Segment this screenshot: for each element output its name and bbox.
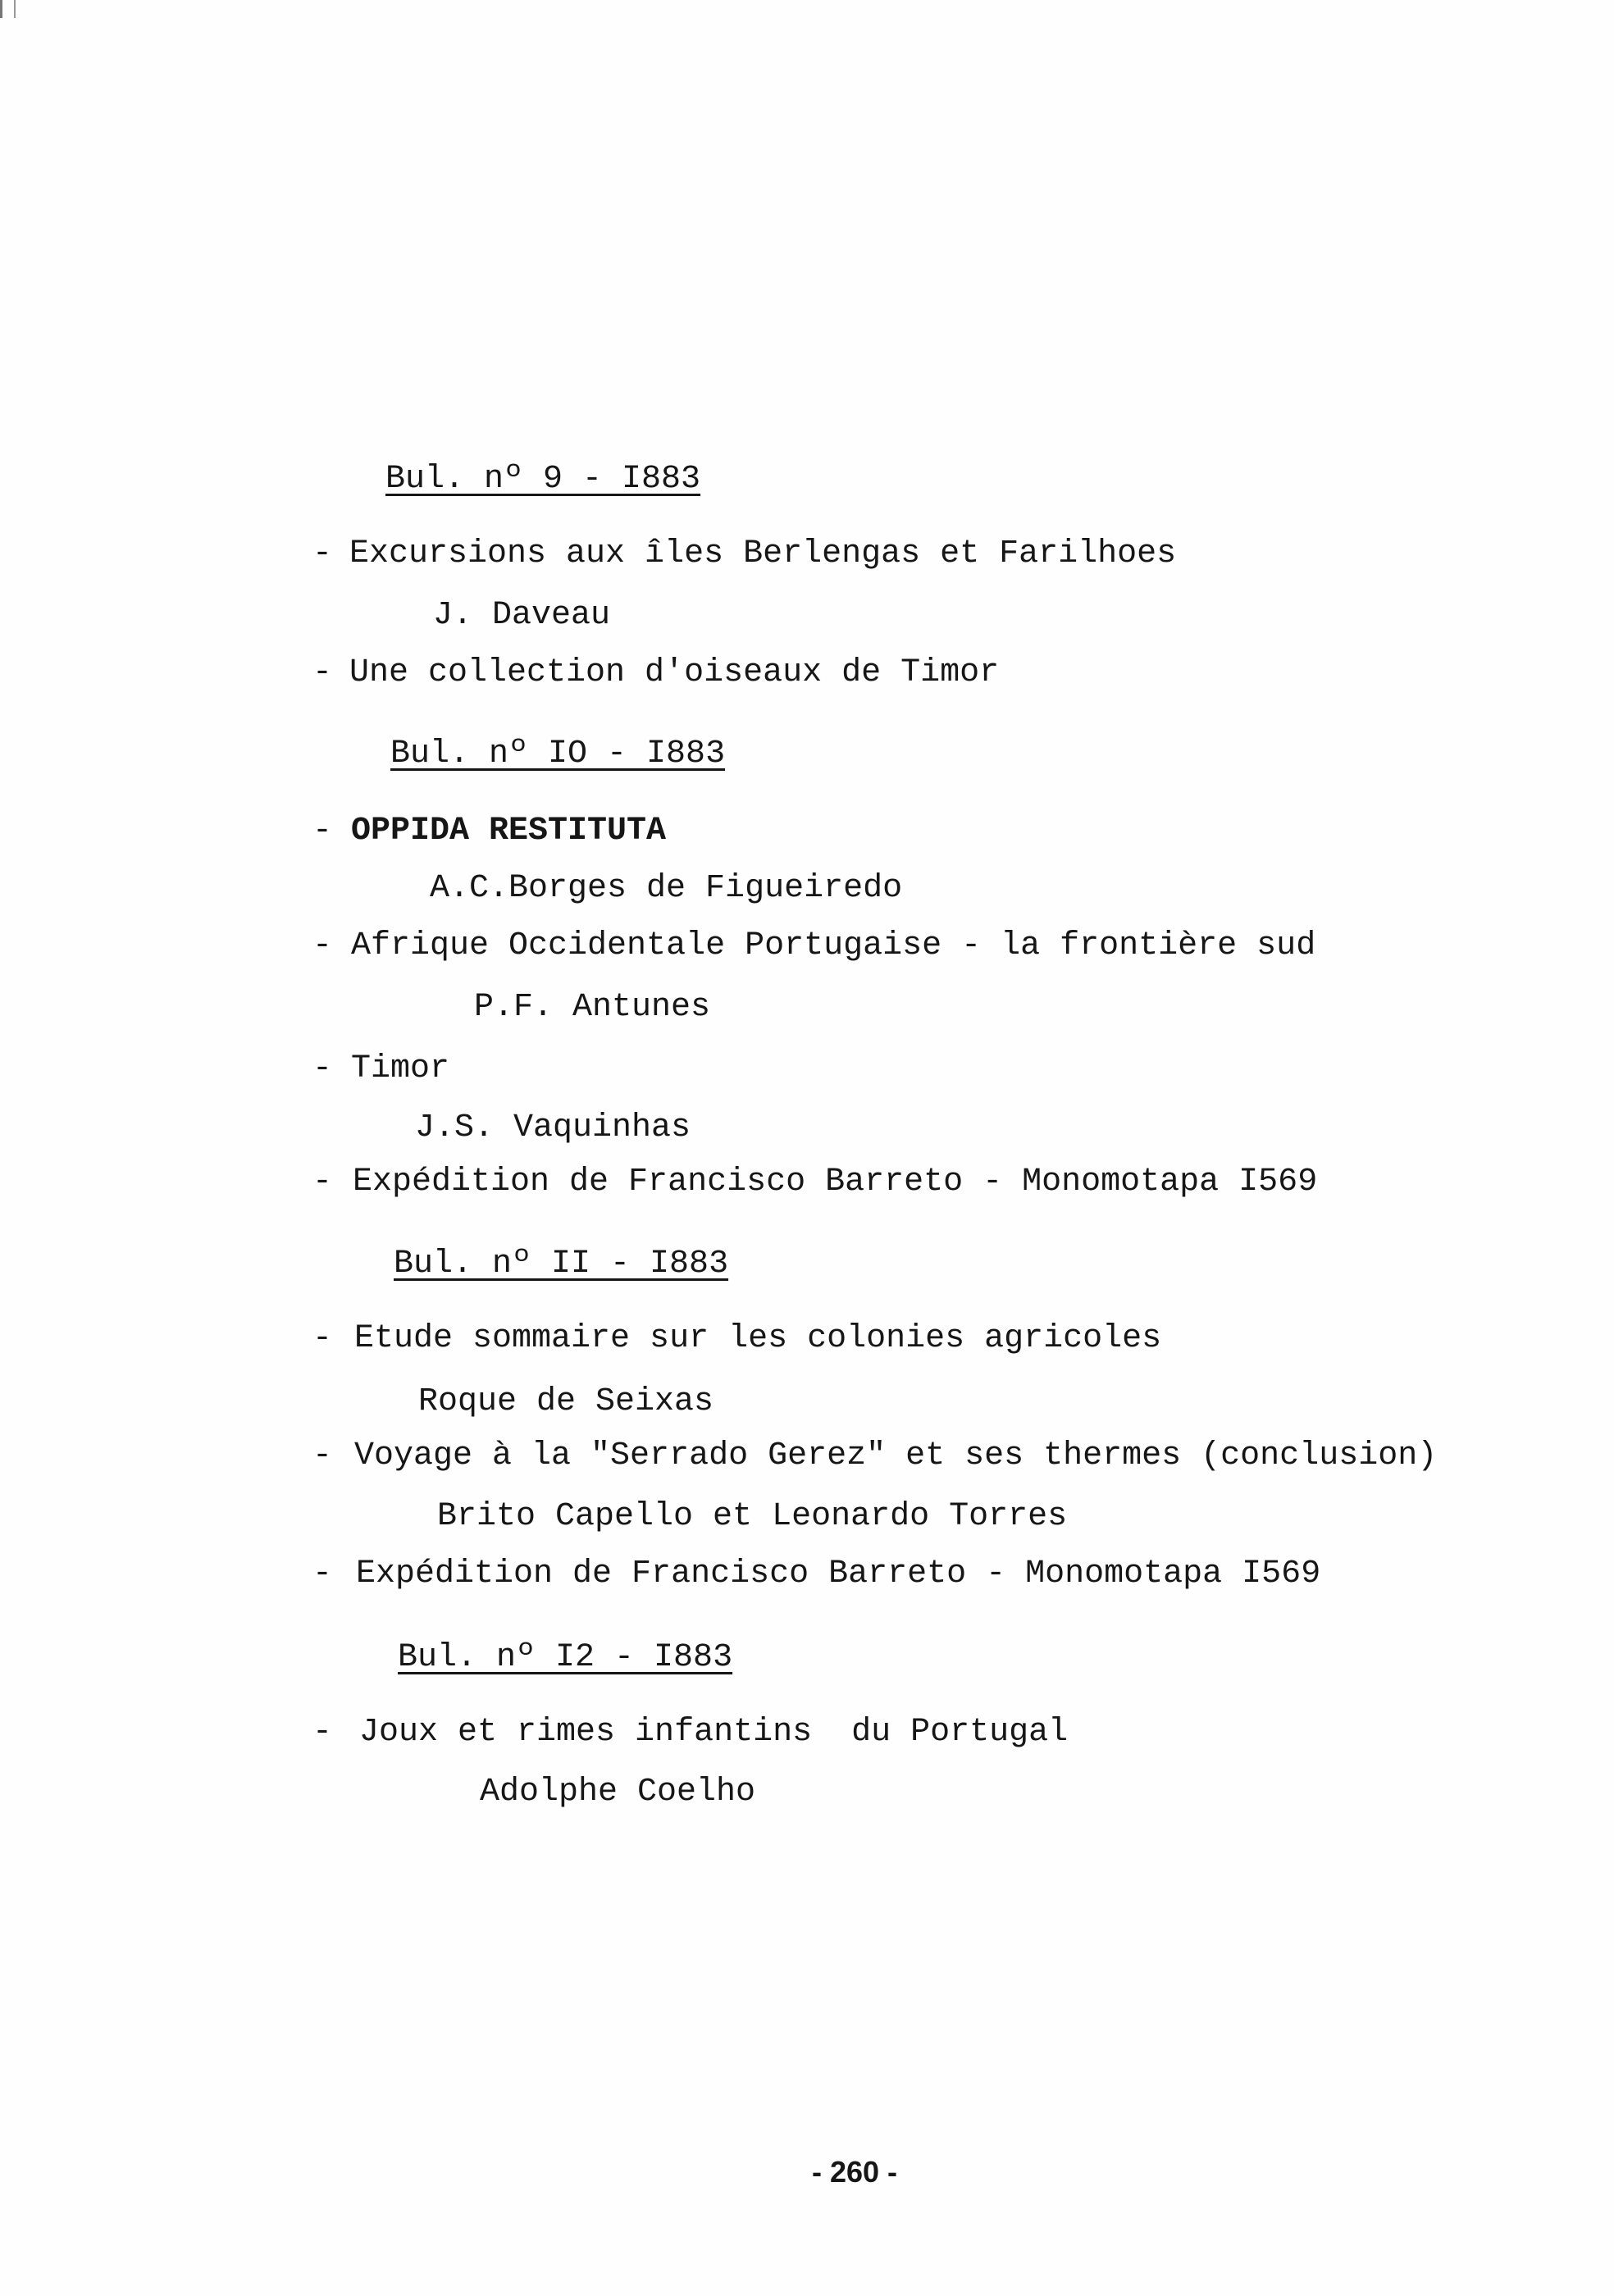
dash: - xyxy=(312,1714,333,1751)
entry-author: Adolphe Coelho xyxy=(480,1774,756,1811)
entry-title: Timor xyxy=(351,1050,450,1087)
entry-title: OPPIDA RESTITUTA xyxy=(351,813,667,850)
entry-title: Etude sommaire sur les colonies agricoles xyxy=(354,1320,1162,1357)
entry-title: Voyage à la "Serrado Gerez" et ses thermes (conclusion) xyxy=(354,1437,1438,1474)
entry-title: Expédition de Francisco Barreto - Monomotapa I569 xyxy=(356,1556,1321,1592)
entry-title: Expédition de Francisco Barreto - Monomotapa I569 xyxy=(353,1164,1318,1200)
entry-author: Brito Capello et Leonardo Torres xyxy=(437,1498,1068,1535)
dash: - xyxy=(312,927,333,964)
entry-author: A.C.Borges de Figueiredo xyxy=(430,870,903,907)
dash: - xyxy=(312,1437,333,1474)
page-number: - 260 - xyxy=(811,2155,898,2189)
dash: - xyxy=(312,1556,333,1592)
entry-author: P.F. Antunes xyxy=(474,989,711,1026)
entry-title: Afrique Occidentale Portugaise - la frontière sud xyxy=(351,927,1316,964)
entry-title: Joux et rimes infantins du Portugal xyxy=(359,1714,1069,1751)
section-heading: Bul. nº 9 - I883 xyxy=(385,461,701,498)
page-number-container xyxy=(0,2155,1614,2189)
dash: - xyxy=(312,1164,333,1200)
section-heading: Bul. nº II - I883 xyxy=(394,1246,729,1282)
scan-mark xyxy=(0,0,16,18)
dash: - xyxy=(312,654,333,691)
entry-title: Une collection d'oiseaux de Timor xyxy=(349,654,1000,691)
dash: - xyxy=(312,535,333,572)
entry-author: J.S. Vaquinhas xyxy=(415,1109,691,1146)
dash: - xyxy=(312,813,333,850)
entry-author: Roque de Seixas xyxy=(418,1383,714,1420)
section-heading: Bul. nº I2 - I883 xyxy=(398,1639,733,1676)
section-heading: Bul. nº IO - I883 xyxy=(390,736,726,772)
dash: - xyxy=(312,1050,333,1087)
dash: - xyxy=(312,1320,333,1357)
entry-author: J. Daveau xyxy=(433,597,611,634)
entry-title: Excursions aux îles Berlengas et Farilhoes xyxy=(349,535,1177,572)
